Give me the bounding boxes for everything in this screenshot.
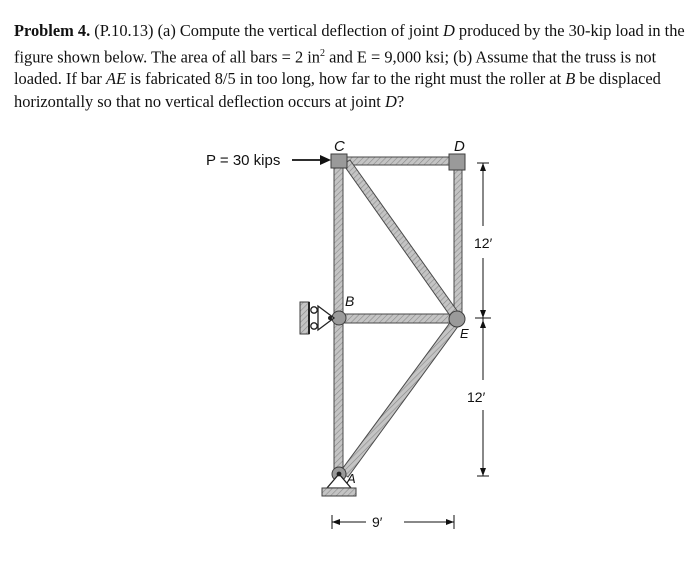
joint-b-ref: B — [565, 69, 576, 89]
joint-label-c: C — [334, 138, 345, 155]
member-ae — [340, 320, 459, 477]
problem-part-a-body: produced by the 30-kip load in the figure shown below. The area of all bars = 2 in — [14, 21, 685, 66]
problem-part-b-tail: be displaced horizontally so that no vertical deflection occurs at joint — [14, 69, 661, 111]
problem-heading: Problem 4. — [14, 21, 91, 40]
joint-d-ref-2: D — [384, 91, 397, 111]
roller-support-b — [300, 302, 334, 334]
joint-c-plate — [331, 154, 347, 168]
joint-label-d: D — [454, 138, 465, 155]
member-ce — [343, 160, 458, 317]
joint-label-b: B — [345, 293, 355, 309]
load-label: P = 30 kips — [206, 152, 281, 169]
joint-d-ref: D — [442, 21, 455, 40]
joint-d-plate — [449, 154, 465, 170]
horizontal-dimension — [332, 515, 454, 529]
joint-label-e: E — [460, 326, 469, 341]
problem-part-a-tail: and E = 9,000 ksi; (b) Assume that the truss is not loaded. If bar — [14, 46, 657, 89]
joint-e-plate — [449, 311, 465, 327]
joint-label-a: A — [347, 471, 356, 486]
bar-ae-ref: AE — [105, 69, 126, 89]
area-exponent: 2 — [320, 47, 326, 59]
problem-part-b-body: is fabricated 8/5 in too long, how far to the right must the roller at — [130, 69, 562, 89]
dim-label-width: 9′ — [372, 514, 383, 530]
problem-end-mark: ? — [396, 91, 405, 111]
dim-label-upper: 12′ — [474, 235, 493, 251]
member-be — [340, 314, 458, 323]
problem-part-a-intro: (P.10.13) (a) Compute the vertical deflection of joint — [94, 21, 439, 40]
dim-label-lower: 12′ — [467, 389, 486, 405]
member-de — [454, 157, 462, 320]
load-arrow — [292, 155, 331, 165]
